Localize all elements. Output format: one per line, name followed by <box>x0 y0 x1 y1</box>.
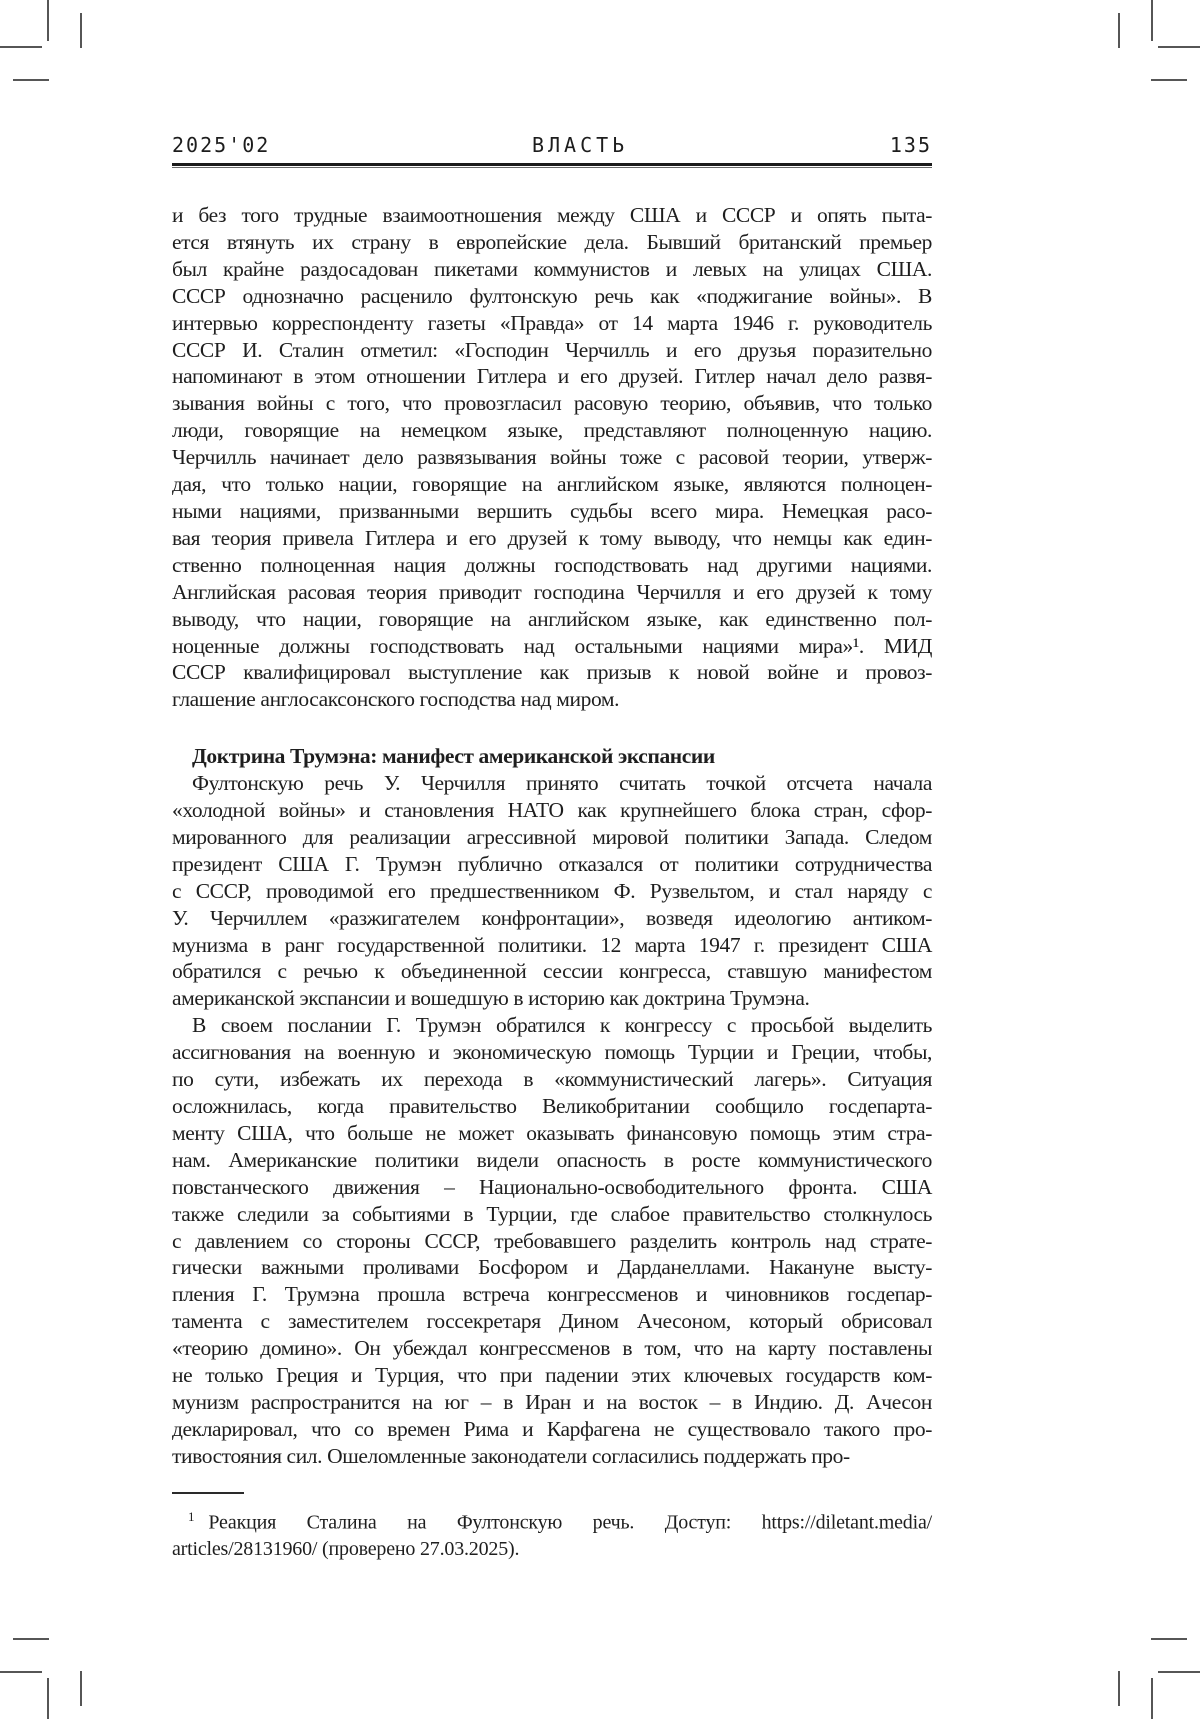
text-line: по сути, избежать их перехода в «коммунистический лагерь». Ситуация <box>172 1067 932 1092</box>
text-line: также следили за событиями в Турции, где слабое правительство столкнулось <box>172 1201 932 1226</box>
text-line: «холодной войны» и становления НАТО как крупнейшего блока стран, сфор- <box>172 798 932 823</box>
article-body <box>172 202 932 1470</box>
crop-mark <box>1151 0 1153 41</box>
crop-marks-top-right <box>1100 0 1200 100</box>
crop-mark <box>1151 1638 1187 1640</box>
text-line: СССР квалифицировал выступление как призыв к новой войне и провоз- <box>172 660 932 685</box>
text-line: ственно полноценная нация должны господствовать над другими нациями. <box>172 552 932 577</box>
text-line: зывания войны с того, что провозгласил расовую теорию, объявив, что только <box>172 391 932 416</box>
text-line: декларировал, что со времен Рима и Карфагена не существовало такого про- <box>172 1416 932 1441</box>
text-line: был крайне раздосадован пикетами коммунистов и левых на улицах США. <box>172 256 932 281</box>
text-line: тамента с заместителем госсекретаря Дином Ачесоном, который обрисовал <box>172 1309 932 1334</box>
text-line: менту США, что больше не может оказывать финансовую помощь этим стра- <box>172 1120 932 1145</box>
crop-mark <box>0 46 42 48</box>
crop-marks-top-left <box>0 0 100 100</box>
text-line: мунизм распространится на юг – в Иран и на восток – в Индию. Д. Ачесон <box>172 1389 932 1414</box>
footnote-line: articles/28131960/ (проверено 27.03.2025). <box>172 1538 520 1561</box>
text-line: ется втянуть их страну в европейские дела. Бывший британский премьер <box>172 229 932 254</box>
text-line: СССР однозначно расценило фултонскую речь как «поджигание войны». В <box>172 283 932 308</box>
crop-mark <box>13 79 49 81</box>
footnote-text: Реакция Сталина на Фултонскую речь. Доступ: https://diletant.media/ <box>208 1511 932 1534</box>
text-line: выводу, что нации, говорящие на английском языке, как единственно пол- <box>172 606 932 631</box>
crop-mark <box>47 1678 49 1719</box>
text-line: интервью корреспонденту газеты «Правда» от 14 марта 1946 г. руководитель <box>172 310 932 335</box>
crop-marks-bottom-right <box>1100 1619 1200 1719</box>
text-line: ассигнования на военную и экономическую помощь Турции и Греции, чтобы, <box>172 1040 932 1065</box>
crop-mark <box>1158 46 1200 48</box>
crop-mark <box>1118 13 1120 48</box>
text-line: глашение англосаксонского господства над миром. <box>172 687 620 712</box>
running-head <box>172 133 932 163</box>
section-heading: Доктрина Трумэна: манифест американской экспансии <box>192 744 715 769</box>
text-line: нам. Американские политики видели опасность в росте коммунистического <box>172 1147 932 1172</box>
journal-title: ВЛАСТЬ <box>531 133 629 157</box>
crop-mark <box>1158 1671 1200 1673</box>
text-line: тивостояния сил. Ошеломленные законодатели согласились поддержать про- <box>172 1443 850 1468</box>
text-line: мунизма в ранг государственной политики. 12 марта 1947 г. президент США <box>172 932 932 957</box>
text-line: не только Греция и Турция, что при падении этих ключевых государств ком- <box>172 1363 932 1388</box>
text-line: мированного для реализации агрессивной мировой политики Запада. Следом <box>172 824 932 849</box>
footnote-marker: 1 <box>188 1508 195 1524</box>
text-line: Черчилль начинает дело развязывания войны тоже с расовой теории, утверж- <box>172 445 932 470</box>
issue-label: 2025'02 <box>172 133 271 157</box>
text-line: повстанческого движения – Национально-освободительного фронта. США <box>172 1174 932 1199</box>
text-line: напоминают в этом отношении Гитлера и его друзей. Гитлер начал дело развя- <box>172 364 932 389</box>
footnote-line <box>172 1503 932 1537</box>
text-line: «теорию домино». Он убеждал конгрессменов в том, что на карту поставлены <box>172 1336 932 1361</box>
text-line: ноценные должны господствовать над остальными нациями мира»¹. МИД <box>172 633 932 658</box>
text-line: обратился с речью к объединенной сессии конгресса, ставшую манифестом <box>172 959 932 984</box>
text-line: Фултонскую речь У. Черчилля принято считать точкой отсчета начала <box>192 771 932 796</box>
page-number: 135 <box>889 133 932 157</box>
text-line: и без того трудные взаимоотношения между США и СССР и опять пыта- <box>172 203 932 227</box>
text-line: В своем послании Г. Трумэн обратился к конгрессу с просьбой выделить <box>192 1013 932 1038</box>
text-line: американской экспансии и вошедшую в историю как доктрина Трумэна. <box>172 986 810 1011</box>
footnote-block <box>172 1492 932 1564</box>
text-line: осложнилась, когда правительство Великобритании сообщило госдепарта- <box>172 1094 932 1118</box>
crop-mark <box>1151 79 1187 81</box>
text-line: ными нациями, призванными вершить судьбы всего мира. Немецкая расо- <box>172 498 932 523</box>
crop-mark <box>0 1671 42 1673</box>
text-line: с СССР, проводимой его предшественником Ф. Рузвельтом, и стал наряду с <box>172 878 932 903</box>
crop-marks-bottom-left <box>0 1619 100 1719</box>
crop-mark <box>1118 1671 1120 1706</box>
text-line: дая, что только нации, говорящие на английском языке, являются полноцен- <box>172 472 932 497</box>
text-line: президент США Г. Трумэн публично отказался от политики сотрудничества <box>172 851 932 876</box>
page-content <box>172 133 932 1563</box>
text-line: пления Г. Трумэна прошла встреча конгрессменов и чиновников госдепар- <box>172 1282 932 1307</box>
crop-mark <box>1151 1678 1153 1719</box>
text-line: люди, говорящие на немецком языке, представляют полноценную нацию. <box>172 418 932 443</box>
text-line: СССР И. Сталин отметил: «Господин Черчилль и его друзья поразительно <box>172 337 932 362</box>
footnote-rule <box>172 1492 244 1494</box>
crop-mark <box>47 0 49 41</box>
text-line: У. Черчиллем «разжигателем конфронтации», возведя идеологию антиком- <box>172 905 932 930</box>
crop-mark <box>13 1638 49 1640</box>
text-line: с давлением со стороны СССР, требовавшего разделить контроль над страте- <box>172 1228 932 1253</box>
header-rule <box>172 163 932 168</box>
text-line: Английская расовая теория приводит господина Черчилля и его друзей к тому <box>172 579 932 604</box>
crop-mark <box>80 1671 82 1706</box>
text-line: вая теория привела Гитлера и его друзей к тому выводу, что немцы как един- <box>172 525 932 550</box>
text-line: гически важными проливами Босфором и Дарданеллами. Накануне высту- <box>172 1255 932 1280</box>
crop-mark <box>80 13 82 48</box>
